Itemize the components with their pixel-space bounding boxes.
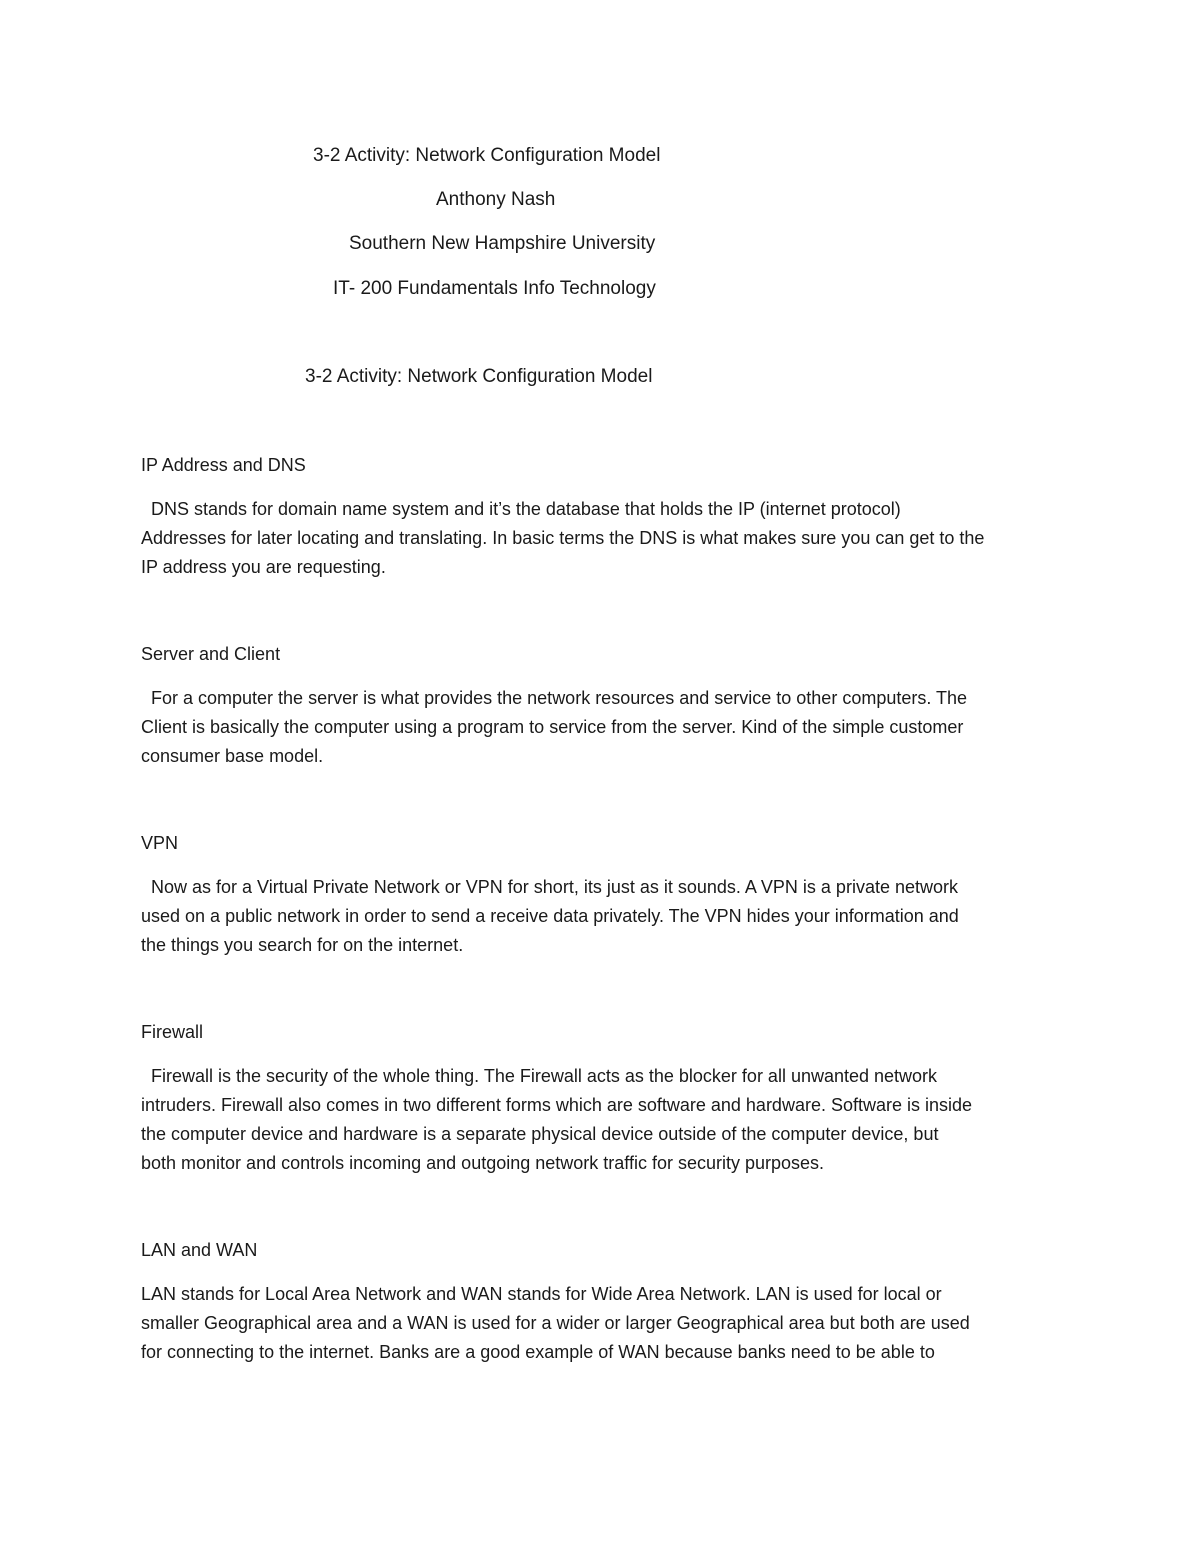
section-heading-server-client: Server and Client (141, 644, 281, 664)
paragraph-line: IP address you are requesting. (141, 557, 386, 577)
paragraph-line: intruders. Firewall also comes in two different forms which are software and hardware. Software is inside (141, 1095, 973, 1115)
paragraph-line: smaller Geographical area and a WAN is used for a wider or larger Geographical area but both are used (141, 1313, 970, 1333)
section-paragraph-ip-dns (141, 495, 1071, 582)
section-paragraph-lan-wan (141, 1280, 1071, 1367)
paragraph-line: the things you search for on the internet. (141, 935, 464, 955)
paragraph-line: the computer device and hardware is a separate physical device outside of the computer device, but (141, 1124, 939, 1144)
course-name: IT- 200 Fundamentals Info Technology (333, 278, 656, 299)
paragraph-line: used on a public network in order to send a receive data privately. The VPN hides your information and (141, 906, 959, 926)
paragraph-line: For a computer the server is what provides the network resources and service to other computers. The (141, 688, 968, 708)
author-name: Anthony Nash (436, 189, 556, 210)
section-heading-vpn: VPN (141, 833, 179, 853)
section-paragraph-firewall (141, 1062, 1071, 1178)
paragraph-line: Now as for a Virtual Private Network or VPN for short, its just as it sounds. A VPN is a private network (141, 877, 958, 897)
section-paragraph-vpn (141, 873, 1071, 960)
paragraph-line: Client is basically the computer using a program to service from the server. Kind of the simple customer (141, 717, 964, 737)
paragraph-line: for connecting to the internet. Banks are a good example of WAN because banks need to be able to (141, 1342, 935, 1362)
document-title: 3-2 Activity: Network Configuration Model (313, 145, 661, 166)
section-heading-lan-wan: LAN and WAN (141, 1240, 258, 1260)
main-heading: 3-2 Activity: Network Configuration Model (305, 366, 653, 387)
paragraph-line: Firewall is the security of the whole thing. The Firewall acts as the blocker for all unwanted network (141, 1066, 938, 1086)
section-paragraph-server-client (141, 684, 1071, 771)
paragraph-line: DNS stands for domain name system and it’s the database that holds the IP (internet protocol) (141, 499, 901, 519)
paragraph-line: consumer base model. (141, 746, 324, 766)
paragraph-line: LAN stands for Local Area Network and WAN stands for Wide Area Network. LAN is used for local or (141, 1284, 942, 1304)
section-heading-firewall: Firewall (141, 1022, 204, 1042)
paragraph-line: both monitor and controls incoming and outgoing network traffic for security purposes. (141, 1153, 825, 1173)
institution-name: Southern New Hampshire University (349, 233, 656, 254)
section-heading-ip-dns: IP Address and DNS (141, 455, 306, 475)
paragraph-line: Addresses for later locating and translating. In basic terms the DNS is what makes sure you can get to the (141, 528, 985, 548)
